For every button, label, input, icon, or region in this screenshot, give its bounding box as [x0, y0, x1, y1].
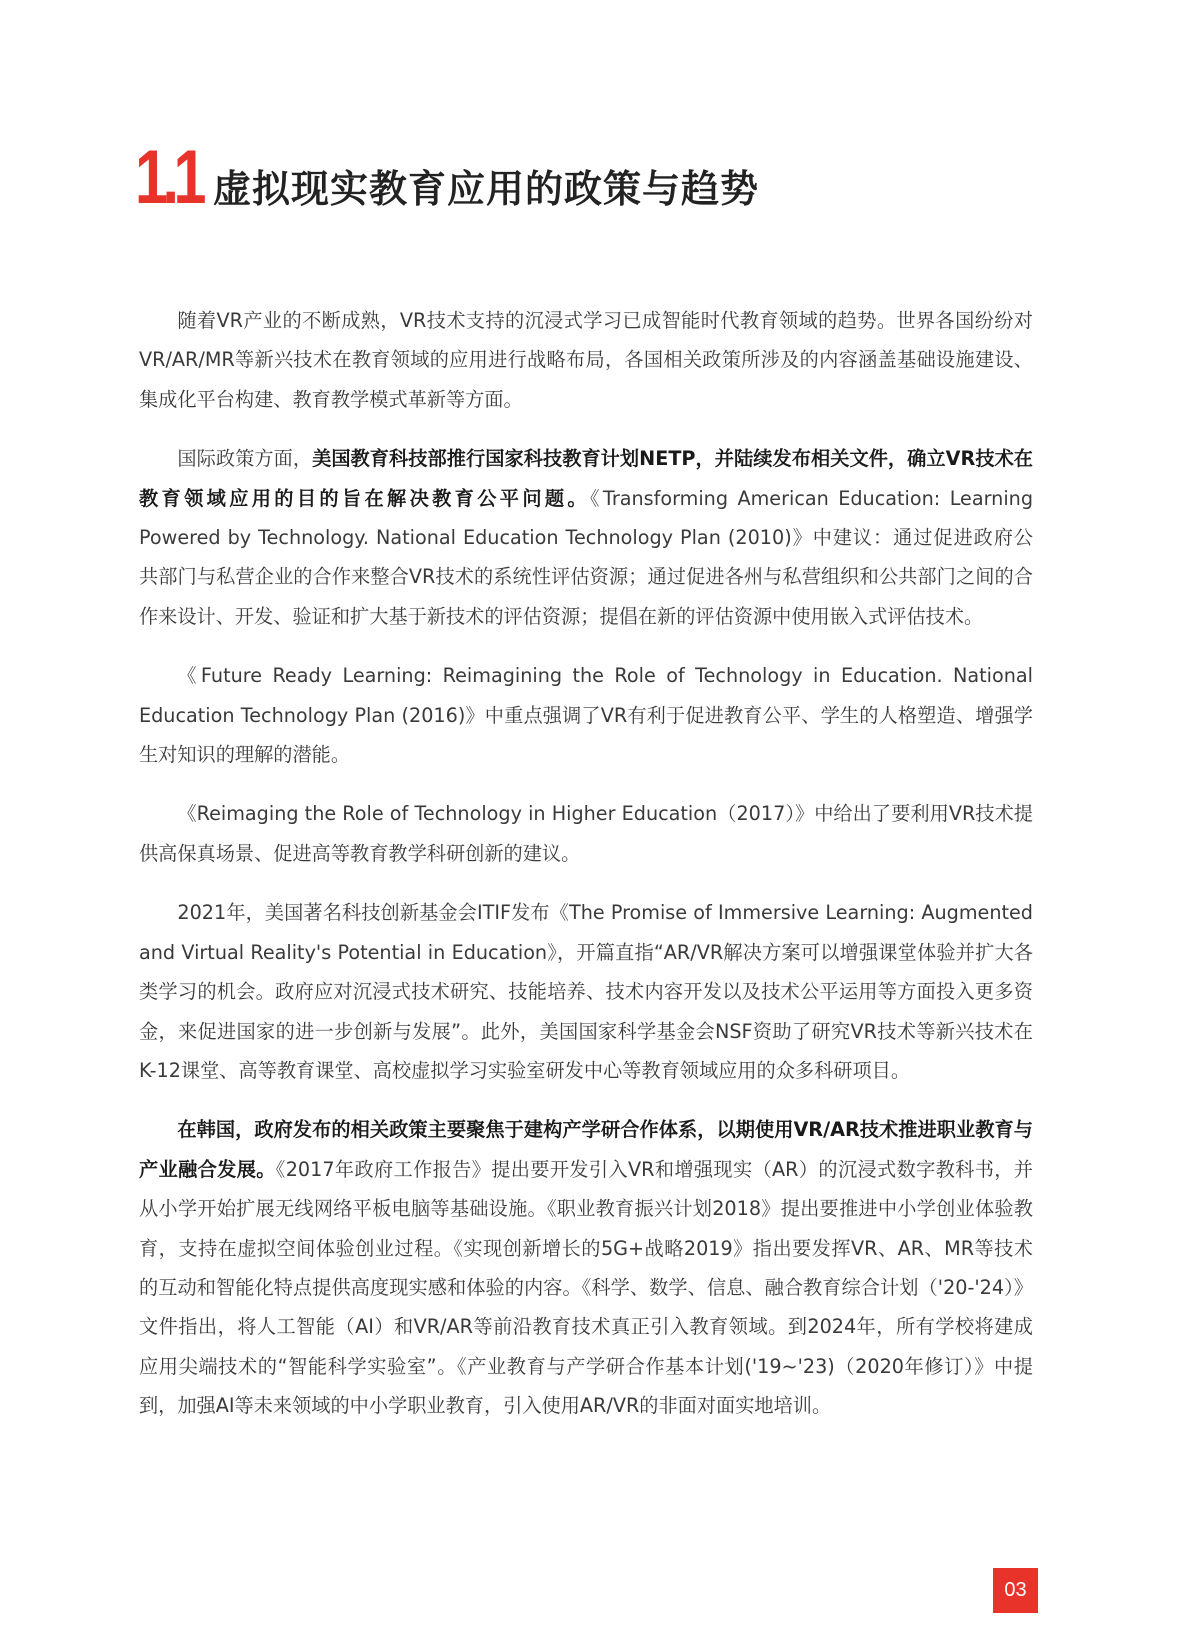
- paragraph-3: 《Future Ready Learning: Reimagining the Role of Technology in Education. National Education Technology Plan (2016)》中重点强调了VR有利于促进教育公平、学生的人格塑造、增强学生对知识的理解的潜能。: [139, 664, 1033, 767]
- article-body: [139, 301, 1033, 1446]
- paragraph-2: [139, 439, 1033, 636]
- paragraph-1: 随着VR产业的不断成熟，VR技术支持的沉浸式学习已成智能时代教育领域的趋势。世界各国纷纷对VR/AR/MR等新兴技术在教育领域的应用进行战略布局，各国相关政策所涉及的内容涵盖基础设施建设、集成化平台构建、教育教学模式革新等方面。: [139, 309, 1033, 411]
- paragraph-2-highlight: 美国教育科技部推行国家科技教育计划NETP，并陆续发布相关文件，确立VR技术在教育领域应用的目的旨在解决教育公平问题。: [139, 447, 1033, 510]
- paragraph-6-body: 《2017年政府工作报告》提出要开发引入VR和增强现实（AR）的沉浸式数字教科书，并从小学开始扩展无线网络平板电脑等基础设施。《职业教育振兴计划2018》提出要推进中小学创业体验教育，支持在虚拟空间体验创业过程。《实现创新增长的5G+战略2019》指出要发挥VR、AR、MR等技术的互动和智能化特点提供高度现实感和体验的内容。《科学、数学、信息、融合教育综合计划（'20-'24）》文件指出，将人工智能（AI）和VR/AR等前沿教育技术真正引入教育领域。到2024年，所有学校将建成应用尖端技术的“智能科学实验室”。《产业教育与产学研合作基本计划('19~'23)（2020年修订）》中提到，加强AI等未来领域的中小学职业教育，引入使用AR/VR的非面对面实地培训。: [139, 1157, 1033, 1418]
- paragraph-2-intro: 国际政策方面，: [177, 447, 313, 471]
- paragraph-2-body: 《Transforming American Education: Learning Powered by Technology. National Education Technology Plan (2010)》中建议：通过促进政府公共部门与私营企业的合作来整合VR技术的系统性评估资源；通过促进各州与私营组织和公共部门之间的合作来设计、开发、验证和扩大基于新技术的评估资源；提倡在新的评估资源中使用嵌入式评估技术。: [139, 486, 1034, 628]
- paragraph-6-highlight: 在韩国，政府发布的相关政策主要聚焦于建构产学研合作体系，以期使用VR/AR技术推进职业教育与产业融合发展。: [139, 1118, 1033, 1181]
- section-number: 1.1: [135, 135, 202, 220]
- section-title: 虚拟现实教育应用的政策与趋势: [213, 167, 760, 211]
- paragraph-6: [139, 1110, 1033, 1425]
- page-number: 03: [993, 1568, 1038, 1613]
- paragraph-5: 2021年，美国著名科技创新基金会ITIF发布《The Promise of Immersive Learning: Augmented and Virtual Reality's Potential in Education》，开篇直指“AR/VR解决方案可以增强课堂体验并扩大各类学习的机会。政府应对沉浸式技术研究、技能培养、技术内容开发以及技术公平运用等方面投入更多资金，来促进国家的进一步创新与发展”。此外，美国国家科学基金会NSF资助了研究VR技术等新兴技术在K-12课堂、高等教育课堂、高校虚拟学习实验室研发中心等教育领域应用的众多科研项目。: [139, 901, 1033, 1082]
- paragraph-4: 《Reimaging the Role of Technology in Higher Education（2017）》中给出了要利用VR技术提供高保真场景、促进高等教育教学科研创新的建议。: [139, 802, 1033, 865]
